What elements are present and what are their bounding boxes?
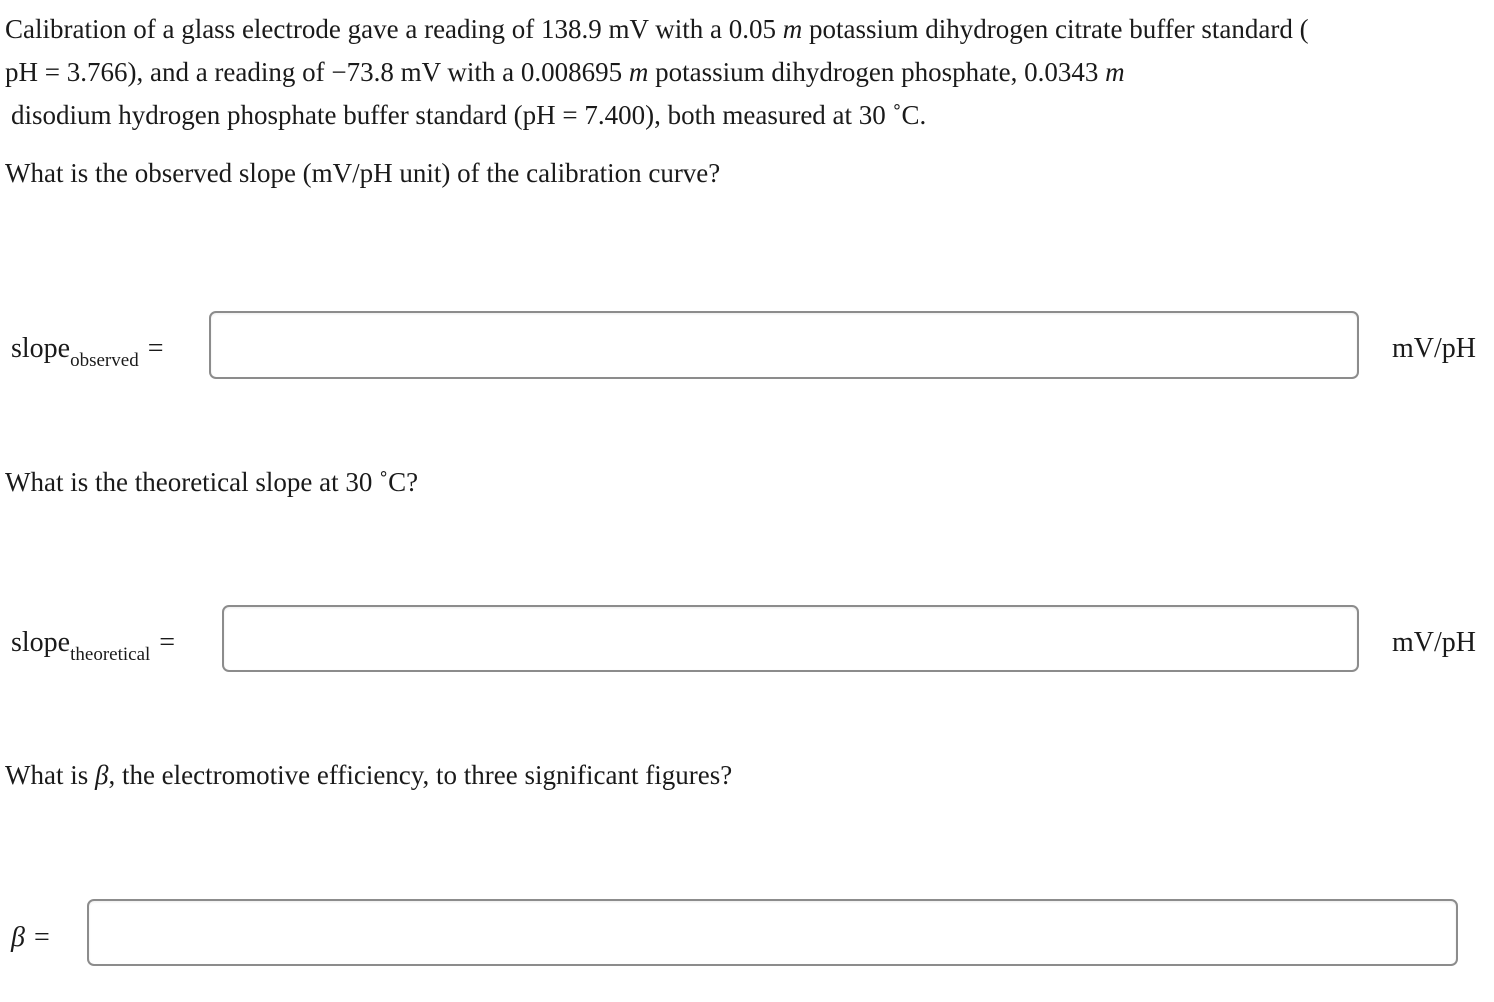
equals-sign: = — [159, 627, 176, 658]
slope-label-main: slope — [11, 627, 71, 658]
beta-symbol: β — [94, 760, 109, 790]
question-efficiency-a: What is — [5, 760, 95, 790]
beta-input[interactable] — [87, 899, 1458, 966]
beta-label — [11, 921, 50, 955]
problem-line-1-b: potassium dihydrogen citrate buffer standard ( — [802, 14, 1309, 44]
slope-label-subscript: observed — [70, 350, 139, 371]
molality-unit: m — [782, 14, 803, 44]
question-efficiency — [5, 759, 732, 791]
problem-line-2 — [5, 56, 1125, 88]
equals-sign: = — [33, 922, 50, 953]
question-theoretical-slope: What is the theoretical slope at 30 ˚C? — [5, 467, 419, 497]
question-efficiency-b: , the electromotive efficiency, to three significant figures? — [108, 760, 733, 790]
slope-theoretical-label — [11, 626, 175, 663]
slope-theoretical-unit: mV/pH — [1392, 627, 1476, 658]
slope-theoretical-input[interactable] — [222, 605, 1359, 672]
equals-sign: = — [147, 333, 164, 364]
problem-line-2-a: pH = 3.766), and a reading of −73.8 mV with a 0.008695 — [5, 57, 629, 87]
problem-line-1 — [5, 13, 1309, 45]
slope-observed-label — [11, 332, 164, 369]
problem-line-2-b: potassium dihydrogen phosphate, 0.0343 — [648, 57, 1106, 87]
slope-label-subscript: theoretical — [70, 644, 151, 665]
question-observed-slope: What is the observed slope (mV/pH unit) of the calibration curve? — [5, 158, 721, 188]
slope-observed-unit: mV/pH — [1392, 333, 1476, 364]
slope-observed-input[interactable] — [209, 311, 1359, 379]
slope-label-main: slope — [11, 333, 71, 364]
problem-line-3: disodium hydrogen phosphate buffer standard (pH = 7.400), both measured at 30 ˚C. — [11, 100, 927, 130]
beta-symbol: β — [11, 922, 25, 953]
molality-unit: m — [1105, 57, 1125, 87]
problem-line-1-a: Calibration of a glass electrode gave a reading of 138.9 mV with a 0.05 — [5, 14, 783, 44]
molality-unit: m — [628, 57, 649, 87]
